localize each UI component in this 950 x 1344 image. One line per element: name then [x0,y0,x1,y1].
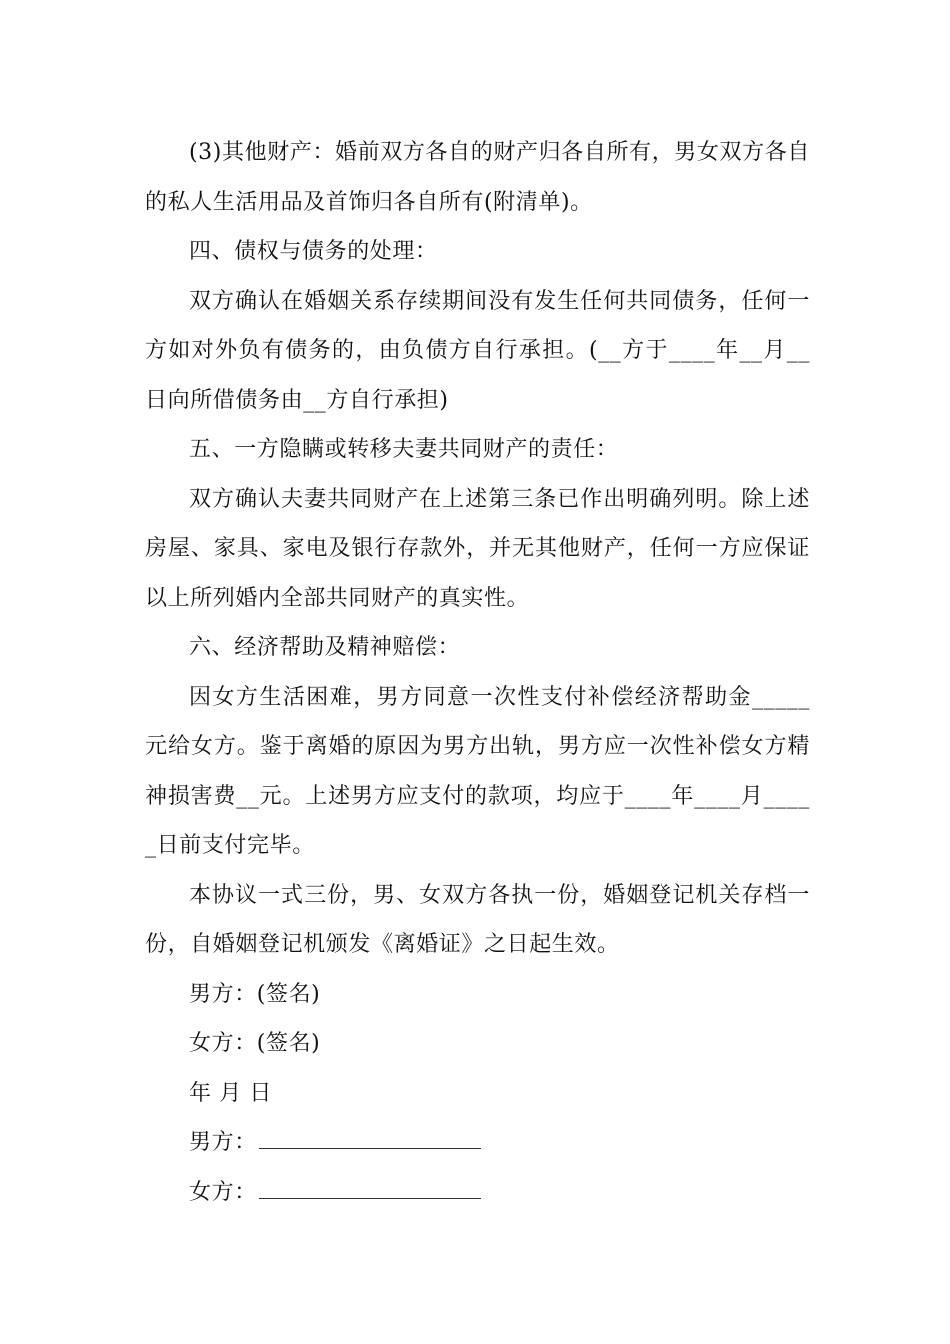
male-signature-label: 男方：(签名) [189,981,321,1007]
heading-section-five: 五、一方隐瞒或转移夫妻共同财产的责任： [189,437,619,462]
paragraph-compensation: 因女方生活困难，男方同意一次性支付补偿经济帮助金_____元给女方。鉴于离婚的原因为男方出轨，男方应一次性补偿女方精神损害费__元。上述男方应支付的款项，均应于____年____月_____日前支付完毕。 [145,684,810,858]
female-signature-label: 女方：(签名) [189,1031,321,1056]
male-signature-line [259,1130,481,1149]
female-label: 女方： [189,1179,257,1205]
female-signature-line [259,1180,481,1199]
male-signature-row [145,1118,810,1168]
heading-section-four: 四、债权与债务的处理： [189,239,438,264]
male-label: 男方： [189,1130,257,1155]
signature-date: 年 月 日 [189,1080,272,1106]
document-body [145,128,810,1217]
paragraph-other-property: (3)其他财产：婚前双方各自的财产归各自所有，男女双方各自的私人生活用品及首饰归各自所有(附清单)。 [145,140,810,215]
female-signature-row [145,1168,810,1218]
heading-section-six: 六、经济帮助及精神赔偿： [189,635,461,660]
paragraph-concealment: 双方确认夫妻共同财产在上述第三条已作出明确列明。除上述房屋、家具、家电及银行存款外，并无其他财产，任何一方应保证以上所列婚内全部共同财产的真实性。 [145,486,810,611]
paragraph-debts: 双方确认在婚姻关系存续期间没有发生任何共同债务，任何一方如对外负有债务的，由负债方自行承担。(__方于____年__月__日向所借债务由__方自行承担) [145,288,811,413]
paragraph-copies: 本协议一式三份，男、女双方各执一份，婚姻登记机关存档一份，自婚姻登记机颁发《离婚证》之日起生效。 [145,882,810,957]
